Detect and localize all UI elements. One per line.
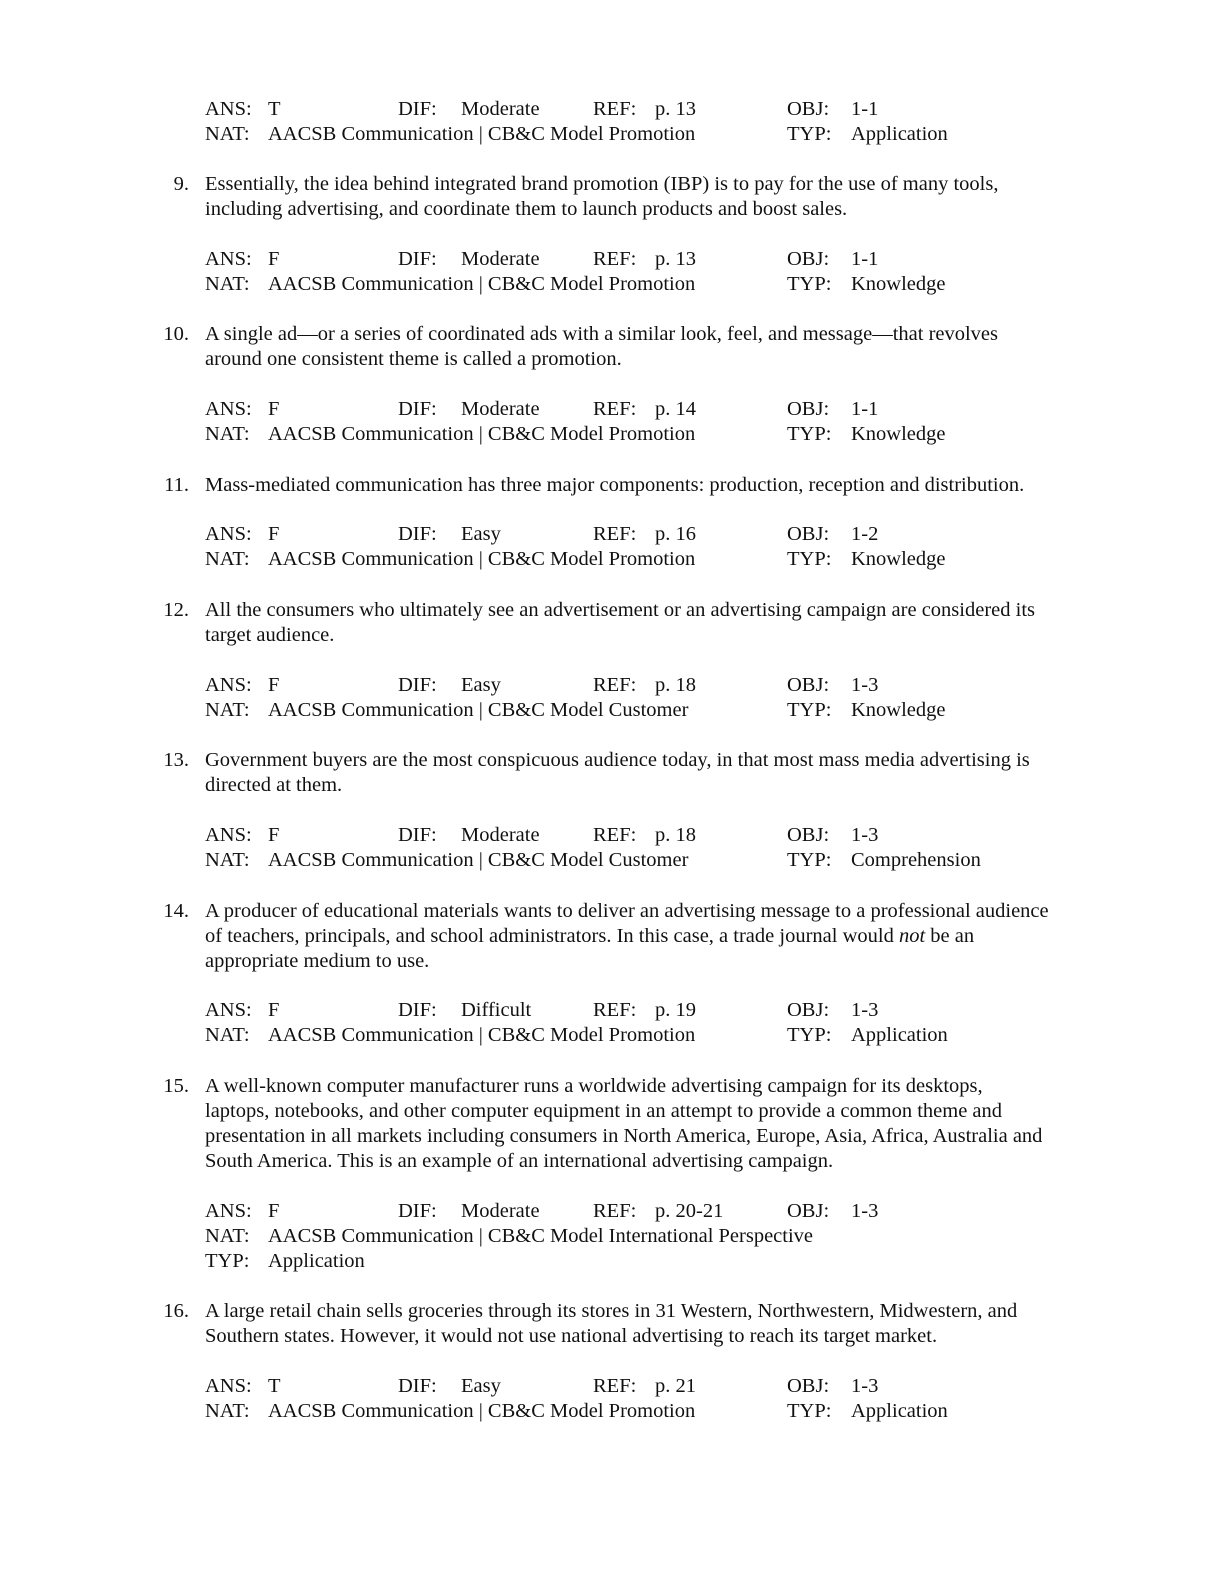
typ-value: Comprehension (851, 849, 981, 871)
dif-label: DIF: (398, 999, 437, 1021)
ref-label: REF: (593, 1375, 637, 1397)
ans-value: F (268, 523, 280, 545)
ans-label: ANS: (205, 674, 252, 696)
typ-value: Application (268, 1250, 365, 1272)
ans-value: F (268, 999, 280, 1021)
question-text-segment: of teachers, principals, and school administrators. In this case, a trade journal would (205, 925, 894, 947)
question-text-line: presentation in all markets including consumers in North America, Europe, Asia, Africa, Australia and (205, 1125, 1043, 1147)
ref-value: p. 20-21 (655, 1200, 724, 1222)
ans-value: F (268, 398, 280, 420)
obj-value: 1-1 (851, 98, 879, 120)
typ-label: TYP: (787, 423, 832, 445)
dif-value: Moderate (461, 98, 540, 120)
obj-label: OBJ: (787, 98, 830, 120)
question-text-line: Essentially, the idea behind integrated brand promotion (IBP) is to pay for the use of many tools, (205, 173, 999, 195)
nat-label: NAT: (205, 1400, 250, 1422)
question-number: 12. (163, 599, 189, 621)
question-text-line: Government buyers are the most conspicuous audience today, in that most mass media advertising is (205, 749, 1030, 771)
question-text-line (205, 924, 974, 949)
ref-value: p. 16 (655, 523, 696, 545)
typ-label: TYP: (787, 1024, 832, 1046)
nat-value: AACSB Communication | CB&C Model Promotion (268, 1024, 696, 1046)
question-number: 9. (173, 173, 189, 195)
question-text-segment: be an (930, 925, 975, 947)
obj-label: OBJ: (787, 1200, 830, 1222)
ref-label: REF: (593, 999, 637, 1021)
typ-label: TYP: (787, 1400, 832, 1422)
dif-label: DIF: (398, 824, 437, 846)
dif-label: DIF: (398, 674, 437, 696)
nat-value: AACSB Communication | CB&C Model Promotion (268, 123, 696, 145)
question-text-line: A well-known computer manufacturer runs a worldwide advertising campaign for its desktops, (205, 1075, 983, 1097)
dif-label: DIF: (398, 523, 437, 545)
typ-value: Knowledge (851, 423, 946, 445)
dif-value: Easy (461, 674, 501, 696)
dif-label: DIF: (398, 398, 437, 420)
obj-value: 1-3 (851, 999, 879, 1021)
question-text-line: including advertising, and coordinate them to launch products and boost sales. (205, 198, 848, 220)
nat-label: NAT: (205, 849, 250, 871)
question-text-line: A single ad—or a series of coordinated ads with a similar look, feel, and message—that revolves (205, 323, 999, 345)
emphasis-text: not (898, 925, 926, 947)
ans-label: ANS: (205, 1200, 252, 1222)
ans-label: ANS: (205, 523, 252, 545)
question-text-line: appropriate medium to use. (205, 950, 430, 972)
obj-value: 1-2 (851, 523, 879, 545)
ref-value: p. 18 (655, 824, 696, 846)
obj-label: OBJ: (787, 248, 830, 270)
question-text-line: A large retail chain sells groceries through its stores in 31 Western, Northwestern, Midwestern, and (205, 1300, 1018, 1322)
nat-value: AACSB Communication | CB&C Model Promotion (268, 1400, 696, 1422)
typ-label: TYP: (787, 123, 832, 145)
question-text-line: All the consumers who ultimately see an advertisement or an advertising campaign are considered its (205, 599, 1035, 621)
dif-value: Easy (461, 523, 501, 545)
dif-value: Moderate (461, 248, 540, 270)
dif-label: DIF: (398, 1375, 437, 1397)
ans-value: T (268, 1375, 281, 1397)
question-text-line: laptops, notebooks, and other computer equipment in an attempt to provide a common theme and (205, 1100, 1003, 1122)
question-number: 10. (163, 323, 189, 345)
question-number: 15. (163, 1075, 189, 1097)
dif-label: DIF: (398, 248, 437, 270)
typ-value: Knowledge (851, 548, 946, 570)
nat-label: NAT: (205, 273, 250, 295)
nat-label: NAT: (205, 1024, 250, 1046)
typ-value: Application (851, 123, 948, 145)
nat-label: NAT: (205, 548, 250, 570)
ans-label: ANS: (205, 1375, 252, 1397)
ans-label: ANS: (205, 999, 252, 1021)
typ-label: TYP: (787, 273, 832, 295)
ref-label: REF: (593, 523, 637, 545)
ans-label: ANS: (205, 98, 252, 120)
obj-label: OBJ: (787, 674, 830, 696)
ans-value: F (268, 248, 280, 270)
typ-label: TYP: (205, 1250, 250, 1272)
obj-value: 1-3 (851, 1200, 879, 1222)
ans-label: ANS: (205, 398, 252, 420)
obj-label: OBJ: (787, 1375, 830, 1397)
ref-value: p. 14 (655, 398, 696, 420)
question-text-line: target audience. (205, 624, 335, 646)
obj-label: OBJ: (787, 523, 830, 545)
ref-label: REF: (593, 398, 637, 420)
question-number: 11. (164, 474, 189, 496)
typ-value: Knowledge (851, 273, 946, 295)
ans-label: ANS: (205, 824, 252, 846)
nat-value: AACSB Communication | CB&C Model Promotion (268, 548, 696, 570)
typ-label: TYP: (787, 548, 832, 570)
ans-label: ANS: (205, 248, 252, 270)
ref-value: p. 18 (655, 674, 696, 696)
dif-label: DIF: (398, 98, 437, 120)
obj-value: 1-3 (851, 1375, 879, 1397)
obj-label: OBJ: (787, 999, 830, 1021)
question-text-line: South America. This is an example of an international advertising campaign. (205, 1150, 834, 1172)
ref-value: p. 19 (655, 999, 696, 1021)
ref-label: REF: (593, 248, 637, 270)
nat-label: NAT: (205, 123, 250, 145)
question-text-line: directed at them. (205, 774, 343, 796)
question-number: 14. (163, 900, 189, 922)
ans-value: F (268, 674, 280, 696)
nat-value: AACSB Communication | CB&C Model Customer (268, 849, 689, 871)
nat-label: NAT: (205, 423, 250, 445)
dif-value: Easy (461, 1375, 501, 1397)
ans-value: F (268, 824, 280, 846)
question-number: 13. (163, 749, 189, 771)
obj-label: OBJ: (787, 398, 830, 420)
question-text-line: Mass-mediated communication has three major components: production, reception and distribution. (205, 474, 1025, 496)
dif-value: Moderate (461, 1200, 540, 1222)
dif-value: Difficult (461, 999, 532, 1021)
ref-value: p. 13 (655, 248, 696, 270)
ans-value: F (268, 1200, 280, 1222)
question-text-line: Southern states. However, it would not use national advertising to reach its target market. (205, 1325, 938, 1347)
obj-value: 1-1 (851, 398, 879, 420)
typ-label: TYP: (787, 849, 832, 871)
dif-label: DIF: (398, 1200, 437, 1222)
nat-value: AACSB Communication | CB&C Model Promotion (268, 423, 696, 445)
typ-value: Knowledge (851, 699, 946, 721)
obj-value: 1-3 (851, 824, 879, 846)
typ-value: Application (851, 1400, 948, 1422)
obj-value: 1-1 (851, 248, 879, 270)
ref-label: REF: (593, 674, 637, 696)
dif-value: Moderate (461, 824, 540, 846)
nat-value: AACSB Communication | CB&C Model Promotion (268, 273, 696, 295)
question-text-line: A producer of educational materials wants to deliver an advertising message to a professional audience (205, 900, 1049, 922)
ref-value: p. 13 (655, 98, 696, 120)
nat-label: NAT: (205, 1225, 250, 1247)
question-number: 16. (163, 1300, 189, 1322)
ref-value: p. 21 (655, 1375, 696, 1397)
ref-label: REF: (593, 98, 637, 120)
nat-value: AACSB Communication | CB&C Model International Perspective (268, 1225, 814, 1247)
obj-value: 1-3 (851, 674, 879, 696)
question-text-line: around one consistent theme is called a promotion. (205, 348, 622, 370)
typ-label: TYP: (787, 699, 832, 721)
nat-value: AACSB Communication | CB&C Model Customer (268, 699, 689, 721)
ans-value: T (268, 98, 281, 120)
nat-label: NAT: (205, 699, 250, 721)
ref-label: REF: (593, 824, 637, 846)
dif-value: Moderate (461, 398, 540, 420)
obj-label: OBJ: (787, 824, 830, 846)
ref-label: REF: (593, 1200, 637, 1222)
typ-value: Application (851, 1024, 948, 1046)
